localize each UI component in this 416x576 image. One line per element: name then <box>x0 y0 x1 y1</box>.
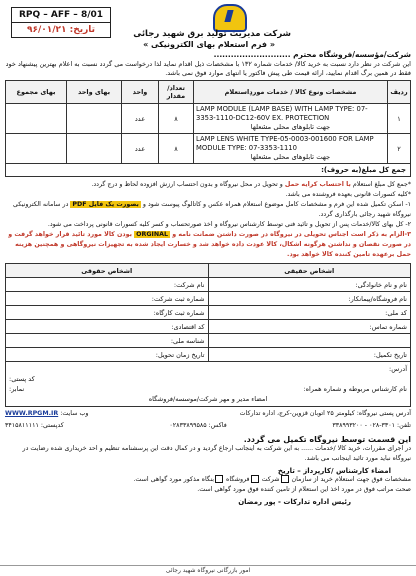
form-date: تاریخ: ۹۶/۰۱/۲۱ <box>26 25 96 35</box>
col-total-price: بهای مجموع <box>6 81 67 104</box>
address-field[interactable]: آدرس: <box>389 365 407 373</box>
legal-persons-header: اشخاص حقوقی <box>6 264 209 278</box>
form-header <box>5 2 411 48</box>
note-3-c: بودن کالا مورد تائید قرار خواهد گرفت و در صورت نقصان و نداشتن هرگونه اشکال، کالا عودت داده خواهد شد و خسارت ایجاد شده به تجهیزات نیروگاهی و همچنین هزینه حمل برعهده تامین کننده کالا خواهد بود. <box>8 231 411 258</box>
table-row <box>6 306 411 320</box>
natural-persons-header: اشخاص حقیقی <box>208 264 411 278</box>
table-row <box>6 334 411 348</box>
fax-number: فاکس: ۰۲۸۳۳۸۹۹۵۸۵ <box>169 422 227 429</box>
note-1 <box>5 200 411 220</box>
natural-field-1[interactable]: نام فروشگاه/پیمانکار: <box>208 292 411 306</box>
natural-field-5[interactable]: تاریخ تکمیل: <box>208 348 411 362</box>
table-row <box>6 292 411 306</box>
item-description-fa: جهت تابلوهای محلی مشعلها <box>250 153 331 161</box>
item-description-en: LAMP LENS WHITE TYPE-05-0003-001600 FOR LAMP MODULE TYPE: 07-3353-1110 <box>196 135 374 152</box>
table-row <box>6 278 411 292</box>
postal-line <box>9 374 407 384</box>
table-row <box>6 104 411 134</box>
grand-total-in-words[interactable]: جمع کل مبلغ(به حروف): <box>5 164 411 177</box>
note-3-original-highlight: ORGINAL <box>136 231 169 238</box>
legal-field-3[interactable]: کد اقتصادی: <box>6 320 209 334</box>
agency-checkbox-label: بنگاه <box>201 476 215 483</box>
note-3-a: ۳-الزام به ذکر است اجناس تحویلی در نیروگاه در صورت داشتن ضمانت نامه و <box>172 231 411 238</box>
natural-field-2[interactable]: کد ملی: <box>208 306 411 320</box>
item-total-price-field[interactable] <box>6 104 67 134</box>
postal-code-field[interactable]: کد پستی: <box>9 375 35 383</box>
note-1-c: در سامانه الکترونیکی نیروگاه شهید رجائی بارگذاری گردد. <box>12 201 411 218</box>
certification-suffix: مذکور مورد گواهی است. <box>133 476 200 483</box>
col-unit-price: بهای واحد <box>67 81 122 104</box>
website-prefix: وب سایت: <box>60 410 89 417</box>
note-1-a: ۱- اسکن تکمیل شده این فرم و مشخصات کامل موضوع استعلام همراه عکس و کاتالوگ پیوست شود و <box>142 201 411 208</box>
website-block <box>5 409 88 419</box>
col-unit: واحد <box>122 81 159 104</box>
form-title: « فرم استعلام بهای الکترونیکی » <box>143 40 275 49</box>
item-unit-price-field[interactable] <box>67 134 122 164</box>
company-checkbox-label: شرکت <box>261 476 280 483</box>
notes-section <box>5 180 411 260</box>
row-number: ۱ <box>388 104 411 134</box>
procurement-head-signature[interactable]: رئیس اداره تدارکات - پور رمضان <box>238 498 351 506</box>
natural-field-0[interactable]: نام و نام خانوادگی: <box>208 278 411 292</box>
contact-info <box>5 409 411 419</box>
agency-checkbox[interactable] <box>215 475 223 483</box>
legal-field-2[interactable]: شماره ثبت کارگاه: <box>6 306 209 320</box>
legal-field-1[interactable]: شماره ثبت شرکت: <box>6 292 209 306</box>
item-unit: عدد <box>122 134 159 164</box>
note-deductions: *کلیه کسورات قانونی بعهده فروشنده می باشد. <box>285 191 411 198</box>
plant-section-paragraph: در اجرای مقررات، خرید کالا /خدمات ...... به این شرکت به اینجانب ارجاع گردید و در کمال دقت این پرسشنامه تنظیم و احد خریداری شده رضایت در نیروگاه نباید مورد تائید اینجانب می باشد. <box>22 445 411 462</box>
note-3 <box>5 230 411 260</box>
note-1-pdf-highlight: بصورت یک فایل PDF <box>72 201 139 208</box>
table-row <box>6 134 411 164</box>
item-description-en: LAMP MODULE (LAMP BASE) WITH LAMP TYPE: 07-3353-1110-DC12-60V EX. PROTECTION <box>196 105 368 122</box>
expert-line <box>9 384 407 394</box>
verification-paragraph: صحت مراتب فوق در مورد اخذ این استعلام از تامین کننده فوق مورد گواهی است. <box>197 486 411 493</box>
row-number: ۲ <box>388 134 411 164</box>
legal-field-0[interactable]: نام شرکت: <box>6 278 209 292</box>
item-unit: عدد <box>122 104 159 134</box>
form-code: RPQ – AFF – 8/01 <box>12 8 110 23</box>
item-description <box>194 104 388 134</box>
plant-section-title: این قسمت توسط نیروگاه تکمیل می گردد. <box>243 435 411 444</box>
website-link[interactable]: WWW.RPGM.IR <box>5 410 59 417</box>
note-freight-a: *جمع کل مبلغ استعلام <box>352 181 411 188</box>
item-quantity: ۸ <box>159 134 194 164</box>
natural-field-3[interactable]: شماره تماس: <box>208 320 411 334</box>
item-description-fa: جهت تابلوهای محلی مشعلها <box>250 123 331 131</box>
store-checkbox[interactable] <box>251 475 259 483</box>
postal-code: کدپستی: ۳۴۱۵۸۱۱۱۱۱ <box>5 422 64 429</box>
organization-name: شرکت مدیریت تولید برق شهید رجائی <box>133 29 291 39</box>
expert-signature-line[interactable]: امضاء کارشناس /کارپرداز – تاریخ <box>277 467 391 475</box>
page-footer: امور بازرگانی نیروگاه شهید رجائی <box>0 565 416 574</box>
item-description <box>194 134 388 164</box>
note-freight-c: و تحویل در محل نیروگاه و بدون احتساب ارزش افزوده لحاظ و درج گردد. <box>91 181 283 188</box>
item-quantity: ۸ <box>159 104 194 134</box>
table-row <box>6 320 411 334</box>
natural-field-4[interactable] <box>208 334 411 348</box>
certification-prefix: مشخصات فوق جهت استعلام خرید از سازمان <box>291 476 411 483</box>
certification-line <box>5 475 411 485</box>
note-freight-highlight: با احتساب کرایه حمل <box>284 181 351 188</box>
seal-signature-field[interactable]: امضاء مدیر و مهر شرکت/موسسه/فروشگاه <box>148 395 268 403</box>
addressee-line: شرکت/مؤسسه/فروشگاه محترم ........................... <box>213 50 411 59</box>
legal-field-4[interactable]: شناسه ملی: <box>6 334 209 348</box>
col-description: مشخصات ونوع کالا / خدمات موردِاستعلام <box>194 81 388 104</box>
phone-number: تلفن: ۳۳۰۱-۰۲۸ - ۳۳۸۹۹۳۲۰۰ <box>332 422 411 429</box>
note-freight <box>5 180 411 190</box>
col-quantity: تعداد/ مقدار <box>159 81 194 104</box>
items-table-header-row <box>6 81 411 104</box>
contact-numbers <box>5 421 411 431</box>
table-row <box>6 348 411 362</box>
form-code-box <box>11 7 111 38</box>
company-checkbox[interactable] <box>281 475 289 483</box>
store-checkbox-label: فروشگاه <box>226 476 250 483</box>
postal-address: آدرس پستی نیروگاه: کیلومتر ۲۵ اتوبان قزوین-کرج، اداره تدارکات <box>239 410 411 417</box>
expert-field[interactable]: نام کارشناس مربوطه و شماره همراه: <box>303 385 407 393</box>
info-header-row <box>6 264 411 278</box>
col-row-number: ردیف <box>388 81 411 104</box>
address-block <box>5 362 411 407</box>
intro-paragraph: این شرکت در نظر دارد نسبت به خرید کالا/ خدمات شماره ۱۳۲ با مشخصات ذیل اقدام نماید لذا درخواست می گردد نسبت به اعلام بهترین پیشنهاد خود فقط در همین برگ اقدام نمایید، ارائه قیمت طی پیش فاکتور یا انتهای موارد فوق نمی باشد. <box>5 60 411 77</box>
items-table <box>5 80 411 164</box>
supplier-info-table <box>5 263 411 362</box>
fax-field[interactable]: نمابر: <box>9 385 25 393</box>
item-total-price-field[interactable] <box>6 134 67 164</box>
note-2: ۲- کل بهای کالا/خدمات پس از تحویل و تائید فنی توسط کارشناس نیروگاه و اخذ صورتحساب و کسر کلیه کسورات قانونی پرداخت می شود. <box>47 221 411 228</box>
item-unit-price-field[interactable] <box>67 104 122 134</box>
company-logo-icon <box>213 4 247 32</box>
legal-field-5[interactable]: تاریخ زمان تحویل: <box>6 348 209 362</box>
